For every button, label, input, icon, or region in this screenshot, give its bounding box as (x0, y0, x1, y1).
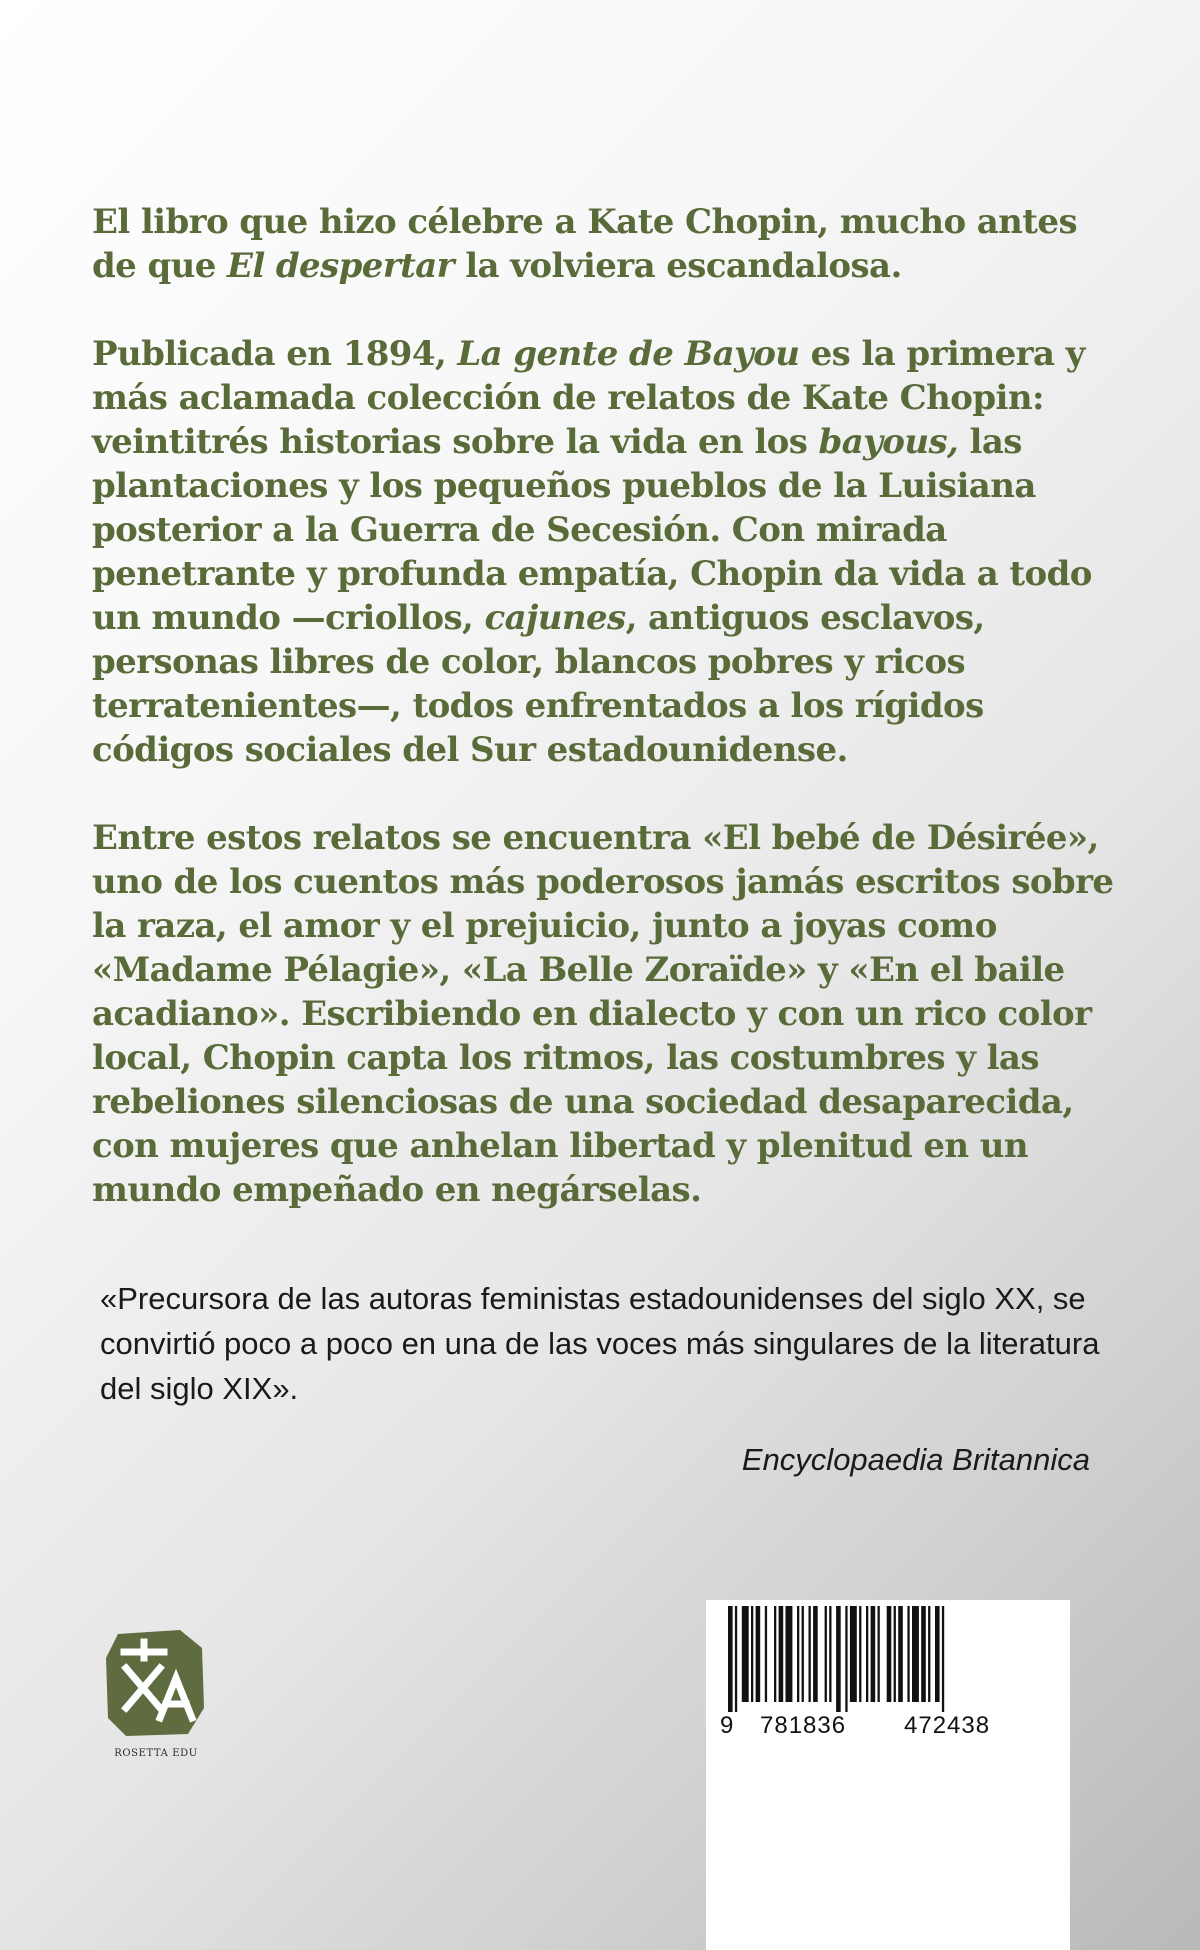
barcode-bar (765, 1606, 767, 1702)
barcode-bar (774, 1606, 776, 1702)
barcode-bar (797, 1606, 799, 1702)
barcode-bar (829, 1606, 831, 1702)
barcode-bar (735, 1606, 737, 1712)
synopsis-text: Publicada en 1894, (92, 334, 458, 374)
isbn-prefix: 9 (720, 1712, 735, 1739)
barcode-bar (942, 1606, 944, 1712)
barcode-bar (866, 1606, 868, 1702)
synopsis-text: la volviera escandalosa. (454, 246, 902, 286)
barcode-bar (887, 1606, 892, 1702)
barcode-bar (845, 1606, 847, 1712)
barcode-bar (859, 1606, 861, 1702)
isbn-group-2: 472438 (904, 1712, 991, 1739)
publisher-logo (96, 1628, 216, 1759)
quote-block (100, 1276, 1100, 1477)
barcode-bar (894, 1606, 896, 1702)
barcode-bar (756, 1606, 761, 1702)
synopsis-text: es la primera y más aclamada colección de relatos de Kate Chopin: veintitrés historias sobre la vida en los (92, 334, 1085, 462)
barcode-bar (907, 1606, 909, 1702)
synopsis-paragraph-3: Entre estos relatos se encuentra «El bebé de Désirée», uno de los cuentos más poderosos jamás escritos sobre la raza, el amor y el prejuicio, junto a joyas como «Madame Pélagie», «La Belle Zoraïde» y «En el baile acadiano». Escribiendo en dialecto y con un rico color local, Chopin capta los ritmos, las costumbres y las rebeliones silenciosas de una sociedad desaparecida, con mujeres que anhelan libertad y plenitud en un mundo empeñado en negárselas. (92, 818, 1114, 1210)
book-title-la-gente-de-bayou: La gente de Bayou (457, 334, 800, 374)
isbn-group-1: 781836 (760, 1712, 847, 1739)
barcode-bar (898, 1606, 903, 1702)
barcode-bar (742, 1606, 749, 1702)
barcode-bar (786, 1606, 793, 1702)
quote-source: Encyclopaedia Britannica (741, 1442, 1090, 1477)
barcode (706, 1600, 1070, 1950)
barcode-bar (878, 1606, 880, 1702)
barcode-bars (718, 1600, 1058, 1712)
book-title-el-despertar: El despertar (227, 246, 454, 286)
translate-icon (104, 1628, 208, 1738)
synopsis-text: las plantaciones y los pequeños pueblos de la Luisiana posterior a la Guerra de Secesión. Con mirada penetrante y profunda empatía, Chopin da vida a todo un mundo —criollos, (92, 422, 1092, 638)
quote-text: «Precursora de las autoras feministas estadounidenses del siglo XX, se convirtió poco a poco en una de las voces más singulares de la literatura del siglo XIX». (100, 1281, 1100, 1406)
barcode-bar (779, 1606, 784, 1702)
publisher-name: ROSETTA EDU (114, 1748, 198, 1759)
barcode-bar (825, 1606, 827, 1702)
barcode-bar (935, 1606, 940, 1702)
italic-term-bayous: bayous, (818, 422, 959, 462)
synopsis-paragraph-1 (92, 200, 1132, 288)
barcode-bar (809, 1606, 811, 1702)
barcode-bar (928, 1606, 930, 1702)
synopsis-text: , antiguos esclavos, personas libres de color, blancos pobres y ricos terratenientes—, todos enfrentados a los rígidos códigos sociales del Sur estadounidense. (92, 598, 985, 770)
synopsis (92, 200, 1132, 1212)
synopsis-text: El libro que hizo célebre a Kate Chopin, mucho antes de que (92, 202, 1077, 286)
synopsis-paragraph-2 (92, 332, 1132, 772)
barcode-bar (921, 1606, 926, 1702)
barcode-bar (751, 1606, 753, 1702)
barcode-bar (802, 1606, 804, 1702)
barcode-bar (871, 1606, 876, 1702)
barcode-bar (850, 1606, 857, 1702)
barcode-bar (912, 1606, 919, 1702)
barcode-bar (836, 1606, 841, 1712)
italic-term-cajunes: cajunes (484, 598, 626, 638)
barcode-bar (728, 1606, 733, 1712)
barcode-bar (813, 1606, 818, 1702)
